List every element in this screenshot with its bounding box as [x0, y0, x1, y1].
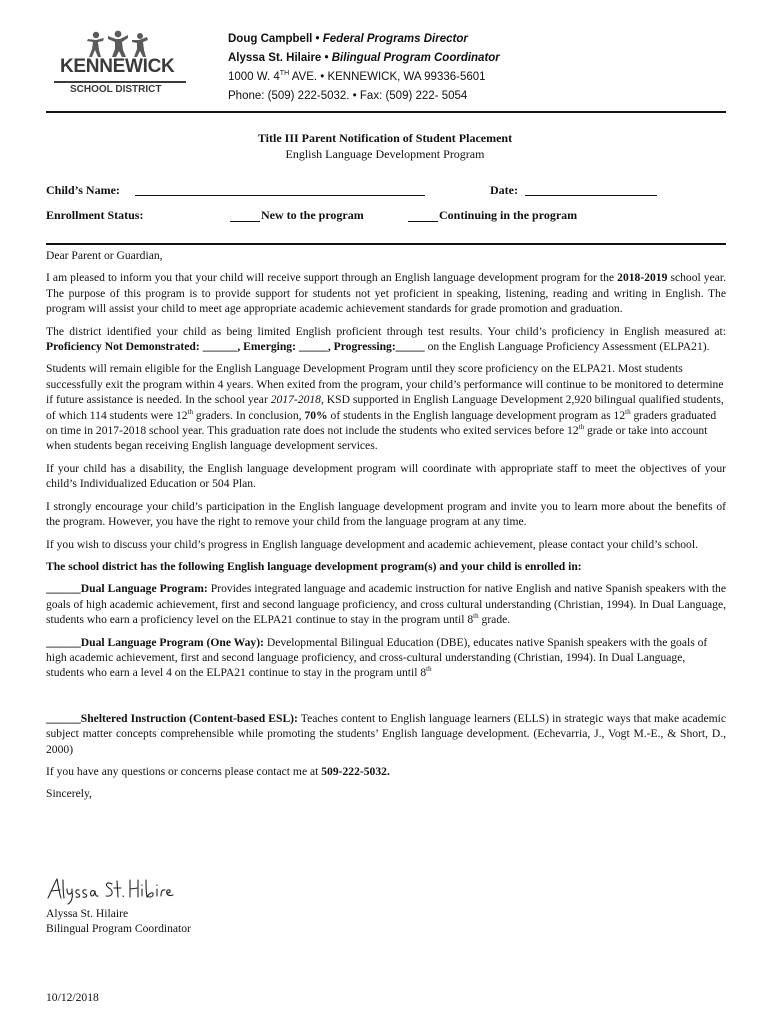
director-title: Federal Programs Director — [322, 33, 468, 45]
child-name-row — [46, 183, 120, 198]
continuing-program-option: Continuing in the program — [439, 208, 578, 222]
closing: Sincerely, — [46, 787, 92, 801]
signature-block — [46, 906, 191, 937]
document-subtitle: English Language Development Program — [285, 147, 485, 161]
header-divider — [46, 111, 726, 113]
new-program-option: New to the program — [261, 208, 364, 222]
date-field[interactable] — [525, 184, 657, 196]
letterhead-contact — [228, 30, 500, 106]
signer-title: Bilingual Program Coordinator — [46, 922, 191, 936]
director-name: Doug Campbell — [228, 33, 313, 45]
footer-date: 10/12/2018 — [46, 991, 99, 1004]
program-dual-language: ______Dual Language Program: Provides integrated language and academic instruction for native English and native Spanish speakers with the goals of high academic achievement, first and second language proficiency, and cross cultural understanding (Christian, 1994). In Dual Language, students who earn a proficiency level on the ELPA21 continue to stay in the program until 8th grade. — [46, 582, 726, 627]
child-name-label: Child’s Name: — [46, 183, 120, 197]
date-label: Date: — [490, 183, 518, 197]
children-figures-icon — [82, 30, 162, 58]
child-name-field[interactable] — [135, 184, 425, 196]
program-dual-language-one-way: ______Dual Language Program (One Way): Developmental Bilingual Education (DBE), educates native Spanish speakers with the goals of high academic achievement, first and second language proficiency, and cross-cultural understanding (Christian, 1994). In Dual Language, students who earn a level 4 on the ELPA21 continue to stay in the program until 8th — [46, 635, 708, 680]
date-row — [490, 183, 518, 198]
phone-fax-line: Phone: (509) 222-5032. • Fax: (509) 222- 5054 — [228, 90, 468, 102]
logo-rule — [54, 81, 186, 83]
new-program-checkbox[interactable] — [230, 210, 260, 222]
letter-body — [46, 248, 726, 802]
program-sheltered-instruction: ______Sheltered Instruction (Content-based ESL): Teaches content to English language learners (ELLS) in strategic ways that make academic subject matter concepts comprehensible while promoting the students’ English language development. (Echevarria, J., Vogt M.-E., & Short, D., 2000) — [46, 711, 726, 756]
paragraph-proficiency: The district identified your child as being limited English proficient through test results. Your child’s proficiency in English measured at: Proficiency Not Demonstrated: ______, Emerging: _____, Progressing:_____ on the English Language Proficiency Assessment (ELPA21). — [46, 324, 726, 354]
coordinator-line: Alyssa St. Hilaire • Bilingual Program Coordinator — [228, 52, 500, 64]
address-line: 1000 W. 4TH AVE. • KENNEWICK, WA 99336-5601 — [228, 70, 486, 83]
coordinator-name: Alyssa St. Hilaire — [228, 52, 322, 64]
contact-line: If you have any questions or concerns please contact me at 509-222-5032. — [46, 764, 390, 778]
document-title: Title III Parent Notification of Student Placement — [257, 131, 513, 145]
paragraph-disability: If your child has a disability, the English language development program will coordinate with appropriate staff to meet the objectives of your child’s Individualized Education or 504 Plan. — [46, 461, 726, 491]
paragraph-encourage: I strongly encourage your child’s participation in the English language development program and invite you to learn more about the benefits of the program. However, you have the right to remove your child from the language program at any time. — [46, 499, 726, 529]
enrollment-status-label: Enrollment Status: — [46, 208, 144, 222]
greeting: Dear Parent or Guardian, — [46, 249, 163, 262]
paragraph-discuss: If you wish to discuss your child’s progress in English language development and academic achievement, please contact your child’s school. — [46, 537, 698, 551]
programs-heading: The school district has the following English language development program(s) and your child is enrolled in: — [46, 559, 582, 573]
paragraph-eligibility: Students will remain eligible for the English Language Development Program until they score proficiency on the ELPA21. Most students successfully exit the program within 4 years. When exited from the program, your child’s performance will continue to be monitored to determine if future assistance is needed. In the school year 2017-2018, KSD supported in English Language Development 2,920 bilingual qualified students, of which 114 students were 12th graders. In conclusion, 70% of students in the English language development program as 12th graders graduated on time in 2017-2018 school year. This graduation rate does not include the students who exited services before 12th grade or take into account when students began receiving English language development services. — [46, 362, 724, 453]
logo-subtitle: SCHOOL DISTRICT — [70, 84, 162, 95]
paragraph-intro: I am pleased to inform you that your child will receive support through an English language development program for the 2018-2019 school year. The purpose of this program is to provide support for students not yet proficient in speaking, listening, reading and writing in English. The program will assist your child to meet age appropriate academic achievement standards for grade promotion and graduation. — [46, 271, 726, 316]
continuing-program-checkbox[interactable] — [408, 210, 438, 222]
director-line: Doug Campbell • Federal Programs Director — [228, 33, 468, 45]
logo-wordmark: KENNEWICK — [60, 56, 175, 77]
fields-divider — [46, 243, 726, 245]
signer-name: Alyssa St. Hilaire — [46, 907, 129, 920]
district-logo — [52, 30, 187, 95]
coordinator-title: Bilingual Program Coordinator — [331, 52, 500, 64]
